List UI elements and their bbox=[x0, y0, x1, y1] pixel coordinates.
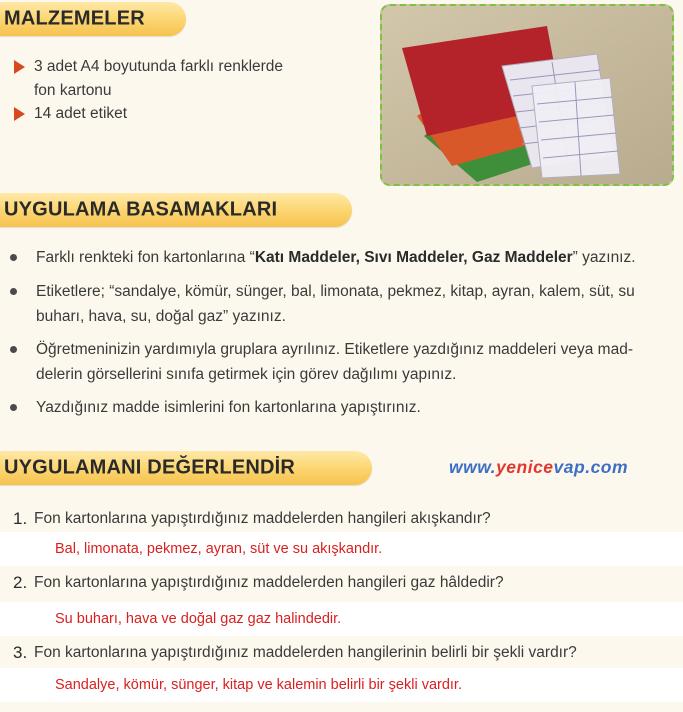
step-text: Öğretmeninizin yardımıyla gruplara ayrılınız. Etiketlere yazdığınız maddeleri veya mad- bbox=[36, 341, 633, 358]
answer-text: Sandalye, kömür, sünger, kitap ve kalemin belirli bir şekli vardır. bbox=[55, 677, 462, 693]
step-item bbox=[36, 337, 676, 387]
bullet-dot-icon bbox=[10, 346, 17, 353]
material-item bbox=[34, 102, 127, 126]
answer-text: Bal, limonata, pekmez, ayran, süt ve su akışkandır. bbox=[55, 541, 383, 557]
material-item-line: fon kartonu bbox=[34, 82, 112, 99]
step-item bbox=[36, 279, 676, 329]
step-bold-text: Katı Maddeler, Sıvı Maddeler, Gaz Maddeler bbox=[254, 249, 573, 266]
question-text: Fon kartonlarına yapıştırdığınız maddelerden hangileri akışkandır? bbox=[34, 510, 491, 527]
material-item bbox=[34, 55, 283, 103]
step-text: Yazdığınız madde isimlerini fon kartonlarına yapıştırınız. bbox=[36, 399, 421, 416]
question-text: Fon kartonlarına yapıştırdığınız maddelerden hangilerinin belirli bir şekli vardır? bbox=[34, 644, 577, 661]
bullet-dot-icon bbox=[10, 254, 17, 261]
watermark-text: yenice bbox=[496, 457, 554, 477]
question-number: 3. bbox=[13, 643, 28, 662]
question-text: Fon kartonlarına yapıştırdığınız maddelerden hangileri gaz hâldedir? bbox=[34, 574, 504, 591]
question-number: 2. bbox=[13, 573, 28, 592]
triangle-bullet-icon bbox=[14, 60, 25, 74]
evaluate-header bbox=[0, 451, 372, 485]
step-text: Farklı renkteki fon kartonlarına “ bbox=[36, 249, 255, 266]
question-number: 1. bbox=[13, 509, 28, 528]
steps-header bbox=[0, 193, 352, 227]
bullet-dot-icon bbox=[10, 288, 17, 295]
answer-box bbox=[0, 602, 683, 636]
material-item-line: 14 adet etiket bbox=[34, 105, 128, 122]
watermark bbox=[449, 457, 628, 478]
materials-title: MALZEMELER bbox=[4, 7, 145, 30]
material-item-line: 3 adet A4 boyutunda farklı renklerde bbox=[34, 58, 284, 75]
materials-photo-drawing bbox=[382, 6, 672, 184]
step-text: ” yazınız. bbox=[572, 249, 636, 266]
triangle-bullet-icon bbox=[14, 107, 25, 121]
answer-box bbox=[0, 532, 683, 566]
bullet-dot-icon bbox=[10, 404, 17, 411]
steps-title: UYGULAMA BASAMAKLARI bbox=[4, 198, 278, 221]
answer-box bbox=[0, 668, 683, 702]
materials-header bbox=[0, 2, 186, 36]
watermark-text: vap.com bbox=[553, 457, 629, 477]
evaluate-title: UYGULAMANI DEĞERLENDİR bbox=[4, 456, 296, 479]
answer-text: Su buharı, hava ve doğal gaz gaz halindedir. bbox=[55, 611, 342, 627]
step-text: Etiketlere; “sandalye, kömür, sünger, bal, limonata, pekmez, kitap, ayran, kalem, süt, su bbox=[36, 283, 635, 300]
materials-photo bbox=[380, 4, 674, 186]
step-item bbox=[36, 245, 676, 270]
watermark-text: www. bbox=[449, 457, 497, 477]
step-text: buharı, hava, su, doğal gaz” yazınız. bbox=[36, 308, 286, 325]
step-item bbox=[36, 395, 676, 420]
step-text: delerin görsellerini sınıfa getirmek için görev dağılımı yapınız. bbox=[36, 366, 457, 383]
